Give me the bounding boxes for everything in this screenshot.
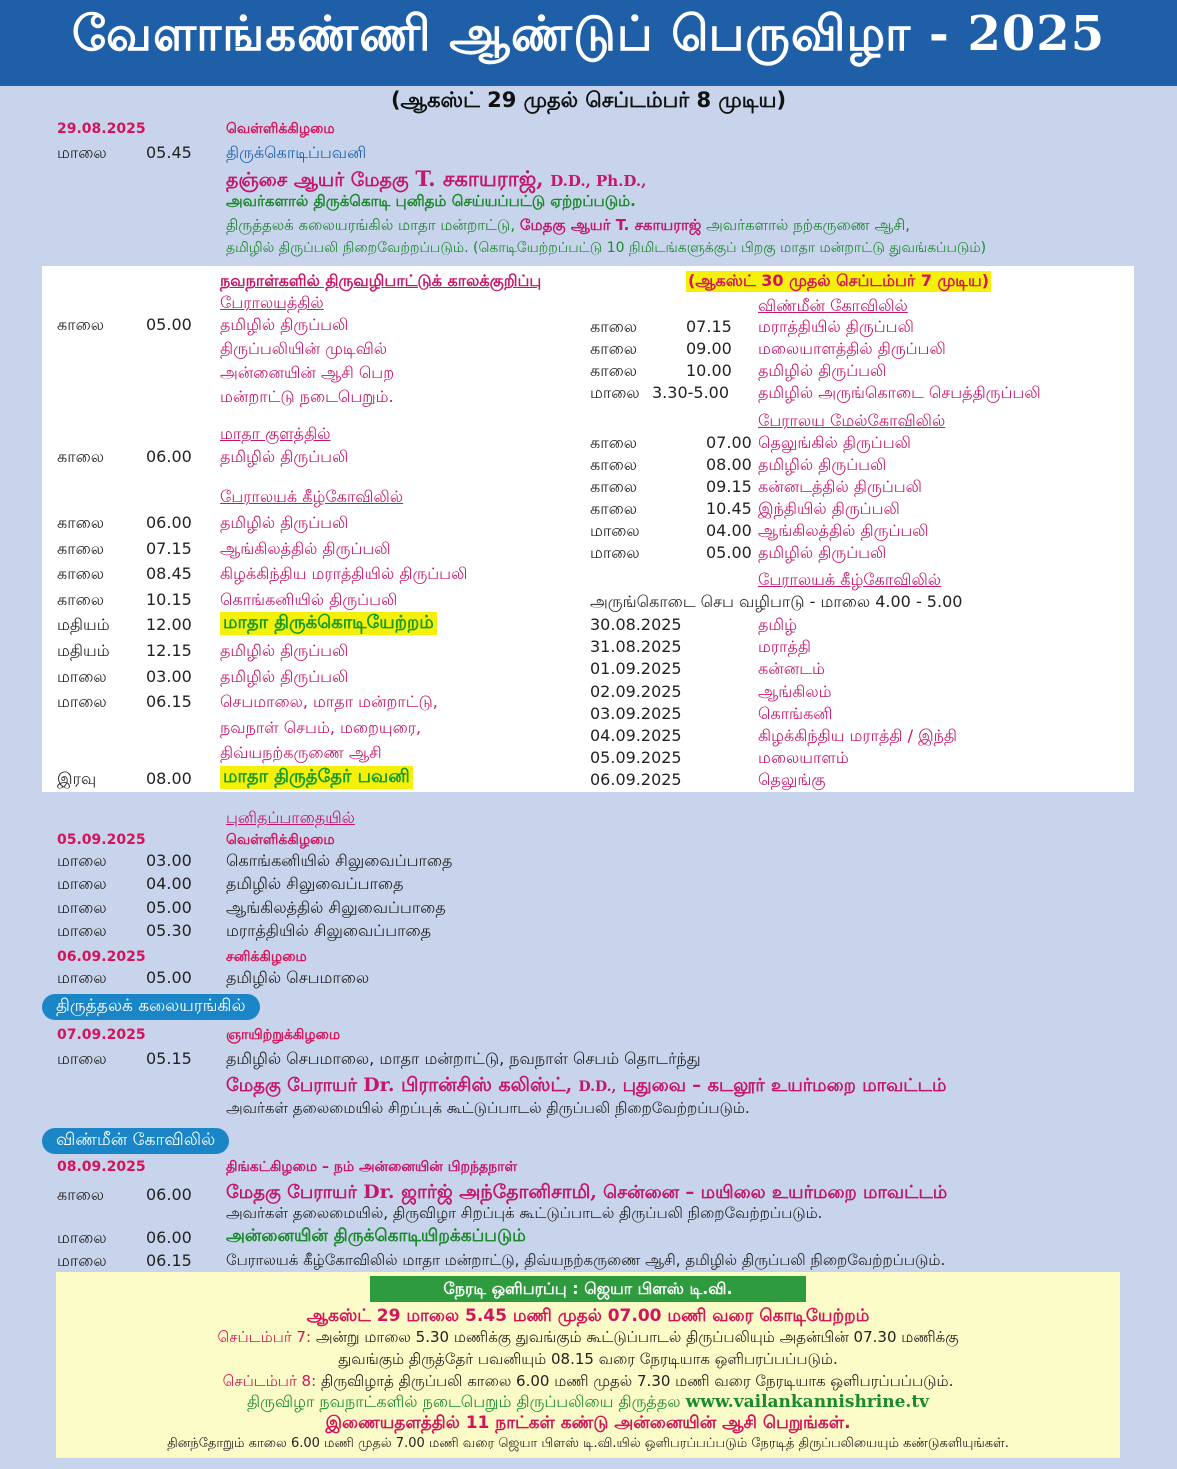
time-label: 3.30-5.00 <box>652 383 730 402</box>
celebrant-name: T. சகாயராஜ், <box>415 166 544 191</box>
slot-label: காலை <box>590 499 638 518</box>
date-label: 05.09.2025 <box>590 748 682 768</box>
slot-label: மாலை <box>590 521 640 540</box>
broadcast-text: திருவிழா நவநாட்களில் நடைபெறும் திருப்பலியை திருத்தல <box>246 1392 681 1411</box>
slot-label: மாலை <box>590 543 640 562</box>
time-label: 07.15 <box>146 538 192 558</box>
service-text: தமிழில் திருப்பலி <box>758 543 887 562</box>
slot-label: காலை <box>57 589 105 609</box>
section-heading: பேராலய மேல்கோவிலில் <box>758 411 946 430</box>
time-label: 03.00 <box>146 851 192 870</box>
time-label: 05.45 <box>146 143 192 162</box>
celebrant-name: Dr. ஜார்ஜ் அந்தோனிசாமி, <box>363 1181 597 1203</box>
broadcast-date: செப்டம்பர் 7: <box>217 1328 312 1346</box>
language-label: தெலுங்கு <box>758 770 826 790</box>
broadcast-line: ஆகஸ்ட் 29 மாலை 5.45 மணி முதல் 07.00 மணி வரை கொடியேற்றம் <box>306 1306 870 1326</box>
service-text: கொங்கனியில் சிலுவைப்பாதை <box>226 851 453 870</box>
time-label: 05.00 <box>146 968 192 987</box>
time-label: 06.15 <box>146 1251 192 1270</box>
section-heading: நவநாள்களில் திருவழிபாட்டுக் காலக்குறிப்பு <box>220 271 542 290</box>
language-label: மராத்தி <box>758 637 812 657</box>
service-text: கன்னடத்தில் திருப்பலி <box>758 477 922 496</box>
service-text: தமிழில் திருப்பலி <box>758 361 887 380</box>
novena-panel <box>42 266 1134 792</box>
charismatic-note: அருங்கொடை செப வழிபாடு - மாலை 4.00 - 5.00 <box>590 592 963 611</box>
slot-label: மாலை <box>590 383 640 402</box>
time-label: 06.00 <box>146 1185 192 1204</box>
service-text: ஆங்கிலத்தில் திருப்பலி <box>758 521 929 540</box>
service-text: செபமாலை, மாதா மன்றாட்டு, <box>220 692 438 712</box>
time-label: 12.00 <box>146 615 192 635</box>
time-label: 06.00 <box>146 513 192 532</box>
service-text: தமிழில் திருப்பலி <box>220 666 349 686</box>
time-label: 07.15 <box>686 317 732 336</box>
broadcast-text: திருவிழாத் திருப்பலி காலை 6.00 மணி முதல் 7.30 மணி வரை நேரடியாக ஒளிபரப்பப்படும். <box>320 1372 954 1390</box>
slot-label: காலை <box>590 477 638 496</box>
section-heading: புனிதப்பாதையில் <box>226 808 355 827</box>
time-label: 09.15 <box>706 477 752 496</box>
slot-label: மதியம் <box>57 615 110 635</box>
date-label: 03.09.2025 <box>590 703 682 723</box>
language-label: கொங்கனி <box>758 703 833 723</box>
info-text <box>226 216 910 236</box>
service-text: தமிழில் திருப்பலி <box>220 513 349 532</box>
weekday-line <box>226 1159 517 1177</box>
service-text: ஆங்கிலத்தில் திருப்பலி <box>220 538 391 558</box>
service-text: தமிழில் திருப்பலி <box>758 455 887 474</box>
date-label: 08.09.2025 <box>57 1159 146 1175</box>
slot-label: மாலை <box>57 1049 107 1068</box>
time-label: 08.00 <box>146 769 192 788</box>
language-label: கன்னடம் <box>758 659 825 679</box>
slot-label: இரவு <box>57 769 97 788</box>
slot-label: மாலை <box>57 968 107 987</box>
time-label: 06.00 <box>146 1228 192 1247</box>
weekday-label: வெள்ளிக்கிழமை <box>226 832 335 848</box>
info-text: தமிழில் திருப்பலி நிறைவேற்றப்படும். (கொடியேற்றப்பட்டு 10 நிமிடங்களுக்குப் பிறகு மாதா மன்றாட்டு துவங்கப்படும்) <box>226 240 987 256</box>
slot-label: மாலை <box>57 851 107 870</box>
service-text: தமிழில் செபமாலை, மாதா மன்றாட்டு, நவநாள் செபம் தொடர்ந்து <box>226 1049 701 1068</box>
slot-label: காலை <box>57 1185 105 1204</box>
service-text: திவ்யநற்கருணை ஆசி <box>220 743 382 763</box>
event-text: திருக்கொடிப்பவனி <box>226 143 367 162</box>
feast-note: – நம் அன்னையின் பிறந்தநாள் <box>321 1159 518 1175</box>
service-text: தெலுங்கில் திருப்பலி <box>758 433 911 452</box>
slot-label: காலை <box>57 447 105 466</box>
service-text: தமிழில் திருப்பலி <box>220 641 349 660</box>
time-label: 03.00 <box>146 666 192 686</box>
service-text: மலையாளத்தில் திருப்பலி <box>758 339 946 358</box>
broadcast-line <box>56 1328 1120 1348</box>
time-label: 08.45 <box>146 564 192 584</box>
section-pill: திருத்தலக் கலையரங்கில் <box>42 994 260 1020</box>
time-label: 04.00 <box>146 874 192 894</box>
time-label: 05.00 <box>146 897 192 917</box>
slot-label: காலை <box>57 513 105 532</box>
slot-label: காலை <box>57 538 105 558</box>
weekday-label: ஞாயிற்றுக்கிழமை <box>226 1027 341 1043</box>
time-label: 05.30 <box>146 920 192 940</box>
diocese-text: புதுவை – கடலூர் உயர்மறை மாவட்டம் <box>622 1075 947 1096</box>
website-link[interactable]: www.vailankannishrine.tv <box>685 1392 930 1412</box>
broadcast-line <box>56 1372 1120 1392</box>
section-heading: விண்மீன் கோவிலில் <box>758 296 908 315</box>
weekday-label: வெள்ளிக்கிழமை <box>226 121 335 137</box>
service-text: மராத்தியில் சிலுவைப்பாதை <box>226 920 432 940</box>
language-label: தமிழ் <box>758 615 798 634</box>
time-label: 10.15 <box>146 589 192 609</box>
date-label: 06.09.2025 <box>590 770 682 790</box>
slot-label: காலை <box>590 361 638 380</box>
service-text: அன்னையின் ஆசி பெற <box>220 363 395 382</box>
date-label: 06.09.2025 <box>57 949 146 965</box>
time-label: 06.00 <box>146 447 192 466</box>
broadcast-line: தினந்தோறும் காலை 6.00 மணி முதல் 7.00 மணி வரை ஜெயா பிளஸ் டி.வி.யில் ஒளிபரப்பப்படும் நேரடித் திருப்பலியையும் கண்டுகளியுங்கள். <box>167 1436 1009 1451</box>
broadcast-line <box>56 1392 1120 1413</box>
service-text: திருப்பலியின் முடிவில் <box>220 339 388 358</box>
time-label: 08.00 <box>706 455 752 474</box>
slot-label: மாலை <box>57 920 107 940</box>
info-text-part: மேதகு ஆயர் T. சகாயராஜ் <box>519 216 702 234</box>
date-range-badge: (ஆகஸ்ட் 30 முதல் செப்டம்பர் 7 முடிய) <box>688 271 990 290</box>
date-label: 02.09.2025 <box>590 681 682 701</box>
page-subtitle: (ஆகஸ்ட் 29 முதல் செப்டம்பர் 8 முடிய) <box>390 88 787 112</box>
slot-label: மதியம் <box>57 641 110 660</box>
section-heading: பேராலயக் கீழ்கோவிலில் <box>220 487 404 506</box>
service-text: தமிழில் சிலுவைப்பாதை <box>226 874 404 894</box>
date-label: 05.09.2025 <box>57 832 146 848</box>
time-label: 05.00 <box>146 315 192 334</box>
language-label: கிழக்கிந்திய மராத்தி / இந்தி <box>758 726 958 745</box>
section-heading: பேராலயக் கீழ்கோவிலில் <box>758 570 942 589</box>
time-label: 05.00 <box>706 543 752 562</box>
time-label: 06.15 <box>146 692 192 712</box>
service-text: மாதா திருத்தேர் பவனி <box>220 766 413 789</box>
language-label: மலையாளம் <box>758 748 849 768</box>
celebrant-line <box>226 1181 947 1206</box>
service-text: அன்னையின் திருக்கொடியிறக்கப்படும் <box>226 1226 526 1246</box>
info-text-part: அவர்களால் நற்கருணை ஆசி, <box>706 216 910 234</box>
date-label: 01.09.2025 <box>590 659 682 679</box>
celebrant-line <box>226 166 646 194</box>
slot-label: மாலை <box>57 874 107 894</box>
weekday-label: திங்கட்கிழமை <box>226 1159 318 1175</box>
celebrant-degree: D.D., Ph.D., <box>550 172 647 190</box>
broadcast-date: செப்டம்பர் 8: <box>222 1372 317 1390</box>
slot-label: காலை <box>57 564 105 584</box>
language-label: ஆங்கிலம் <box>758 681 832 701</box>
slot-label: காலை <box>590 339 638 358</box>
service-text: ஆங்கிலத்தில் சிலுவைப்பாதை <box>226 897 446 917</box>
broadcast-text: அன்று மாலை 5.30 மணிக்கு துவங்கும் கூட்டுப்பாடல் திருப்பலியும் அதன்பின் 07.30 மணிக்கு <box>315 1328 959 1346</box>
slot-label: காலை <box>590 455 638 474</box>
section-pill: விண்மீன் கோவிலில் <box>42 1128 229 1154</box>
service-text: தமிழில் திருப்பலி <box>220 315 349 334</box>
service-text: மாதா திருக்கொடியேற்றம் <box>220 612 437 635</box>
time-label: 10.00 <box>686 361 732 380</box>
info-text: அவர்கள் தலைமையில், திருவிழா சிறப்புக் கூட்டுப்பாடல் திருப்பலி நிறைவேற்றப்படும். <box>226 1204 823 1222</box>
date-label: 29.08.2025 <box>57 121 146 137</box>
celebrant-title: மேதகு பேராயர் <box>226 1182 357 1203</box>
info-text: அவர்கள் தலைமையில் சிறப்புக் கூட்டுப்பாடல் திருப்பலி நிறைவேற்றப்படும். <box>226 1099 750 1117</box>
page-title: வேளாங்கண்ணி ஆண்டுப் பெருவிழா - 2025 <box>71 6 1106 62</box>
broadcast-line: துவங்கும் திருத்தேர் பவனியும் 08.15 வரை நேரடியாக ஒளிபரப்பப்படும். <box>338 1350 838 1368</box>
time-label: 09.00 <box>686 339 732 358</box>
service-text: தமிழில் அருங்கொடை செபத்திருப்பலி <box>758 383 1041 402</box>
broadcast-banner: நேரடி ஒளிபரப்பு : ஜெயா பிளஸ் டி.வி. <box>370 1276 806 1302</box>
info-text: அவர்களால் திருக்கொடி புனிதம் செய்யப்பட்டு ஏற்றப்படும். <box>226 192 636 210</box>
service-text: தமிழில் செபமாலை <box>226 968 370 987</box>
slot-label: காலை <box>590 433 638 452</box>
date-label: 07.09.2025 <box>57 1027 146 1043</box>
info-text-part: திருத்தலக் கலையரங்கில் மாதா மன்றாட்டு, <box>226 216 516 234</box>
slot-label: காலை <box>590 317 638 336</box>
service-text: தமிழில் திருப்பலி <box>220 447 349 466</box>
time-label: 10.45 <box>706 499 752 518</box>
slot-label: காலை <box>57 315 105 334</box>
service-text: மன்றாட்டு நடைபெறும். <box>220 387 394 406</box>
celebrant-title: தஞ்சை ஆயர் மேதகு <box>226 169 409 191</box>
time-label: 12.15 <box>146 641 192 660</box>
time-label: 05.15 <box>146 1049 192 1068</box>
celebrant-line <box>226 1074 946 1099</box>
section-heading: பேராலயத்தில் <box>220 293 324 312</box>
date-label: 04.09.2025 <box>590 726 682 745</box>
slot-label: மாலை <box>57 143 107 162</box>
service-text: கொங்கனியில் திருப்பலி <box>220 589 398 609</box>
date-label: 30.08.2025 <box>590 615 682 634</box>
time-label: 07.00 <box>706 433 752 452</box>
weekday-label: சனிக்கிழமை <box>226 949 307 965</box>
slot-label: மாலை <box>57 1228 107 1247</box>
service-text: மராத்தியில் திருப்பலி <box>758 317 914 336</box>
slot-label: மாலை <box>57 897 107 917</box>
service-text: இந்தியில் திருப்பலி <box>758 499 900 518</box>
service-text: நவநாள் செபம், மறையுரை, <box>220 717 422 737</box>
celebrant-degree: D.D., <box>578 1079 617 1095</box>
time-label: 04.00 <box>706 521 752 540</box>
slot-label: மாலை <box>57 1251 107 1270</box>
service-text: பேராலயக் கீழ்கோவிலில் மாதா மன்றாட்டு, திவ்யநற்கருணை ஆசி, தமிழில் திருப்பலி நிறைவேற்றப்படும். <box>226 1251 946 1269</box>
section-heading: மாதா குளத்தில் <box>220 424 331 443</box>
service-text: கிழக்கிந்திய மராத்தியில் திருப்பலி <box>220 564 468 584</box>
date-label: 31.08.2025 <box>590 637 682 657</box>
celebrant-title: மேதகு பேராயர் <box>226 1075 357 1096</box>
broadcast-line: இணையதளத்தில் 11 நாட்கள் கண்டு அன்னையின் ஆசி பெறுங்கள். <box>325 1413 851 1433</box>
slot-label: மாலை <box>57 666 107 686</box>
slot-label: மாலை <box>57 692 107 712</box>
celebrant-name: Dr. பிரான்சிஸ் கலிஸ்ட், <box>363 1074 573 1096</box>
diocese-text: சென்னை – மயிலை உயர்மறை மாவட்டம் <box>603 1182 948 1203</box>
